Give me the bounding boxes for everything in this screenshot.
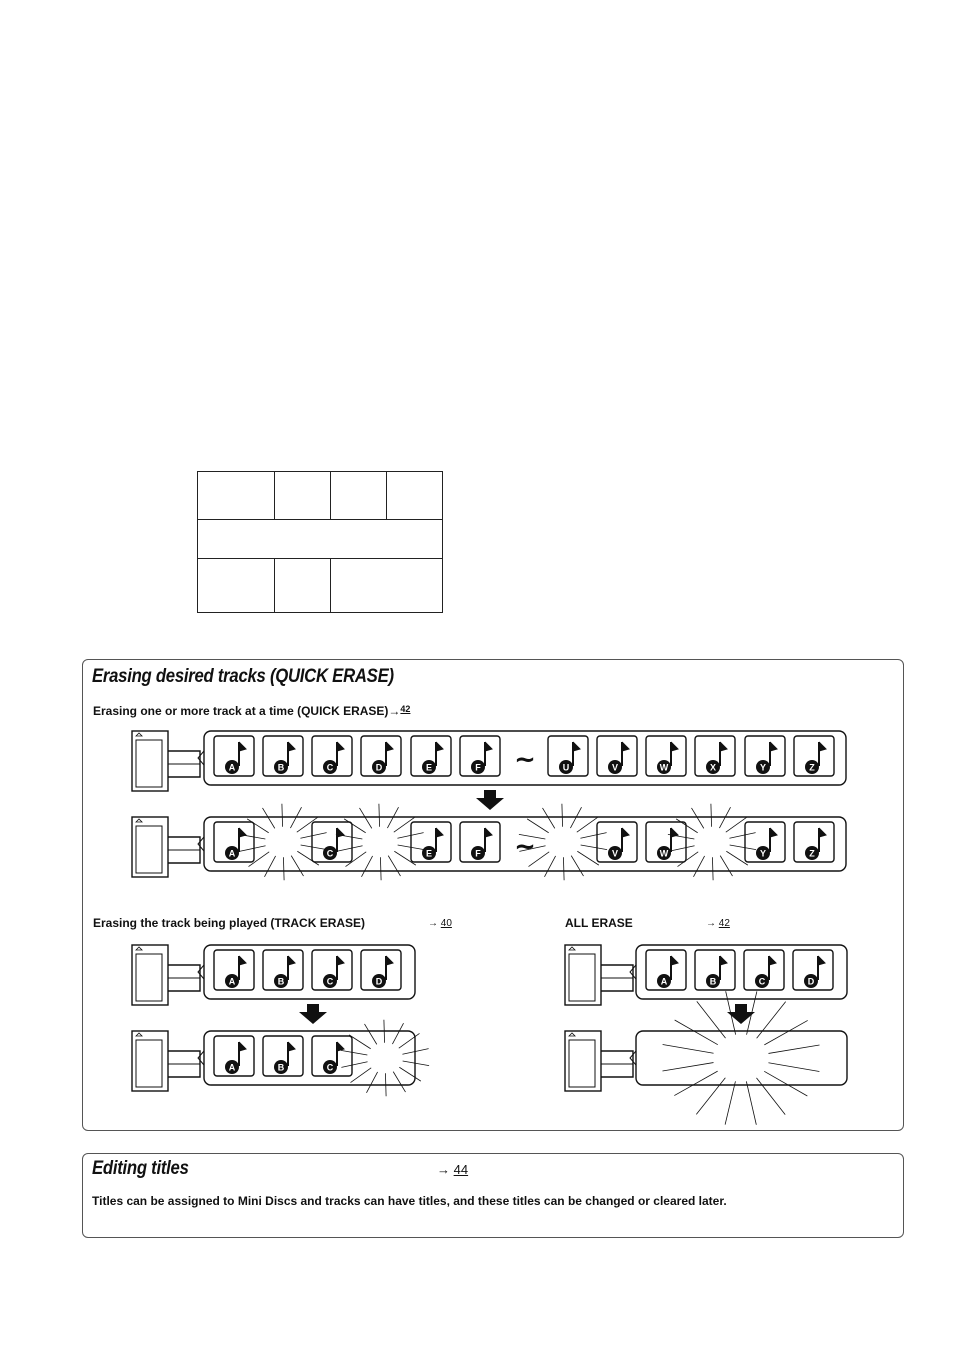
tilde-separator: ~ (514, 745, 536, 775)
track-icon (793, 950, 833, 990)
track-icon (312, 1036, 352, 1076)
track-icon (312, 822, 352, 862)
disc-window (136, 826, 162, 873)
track-letter: C (326, 976, 334, 987)
disc-window (136, 740, 162, 787)
disc-window (569, 954, 595, 1001)
track-letter: C (758, 976, 766, 987)
quick-erase-title: Erasing desired tracks (QUICK ERASE) (92, 666, 394, 687)
track-letter: D (807, 976, 815, 987)
flash-ray (764, 1020, 807, 1044)
disc-icon (132, 731, 200, 791)
track-icon (460, 736, 500, 776)
flash-ray (351, 1068, 372, 1083)
track-icon (361, 950, 401, 990)
disc-arrow-icon (136, 947, 142, 950)
editing-titles-ref: → 44 (437, 1162, 469, 1177)
flash-ray (768, 1045, 819, 1053)
flash-ray (712, 857, 713, 880)
flash-ray (384, 1020, 385, 1043)
disc-arrow-icon (136, 1033, 142, 1036)
disc-icon (565, 945, 633, 1005)
flash-ray (726, 817, 747, 832)
flash-ray (757, 1002, 786, 1039)
track-letter: A (228, 1062, 236, 1073)
track-letter: V (611, 848, 619, 859)
track-letter: E (425, 762, 433, 773)
track-letter: A (228, 762, 236, 773)
flash-ray (696, 1078, 725, 1115)
all-erase-ref: → 42 (706, 918, 730, 929)
page-ref: 42 (718, 918, 730, 929)
flash-ray (697, 1001, 726, 1038)
track-icon (263, 1036, 303, 1076)
down-arrow-icon (299, 1004, 327, 1024)
flash-ray (675, 1020, 718, 1045)
track-letter: A (660, 976, 668, 987)
track-icon (646, 736, 686, 776)
track-icon (794, 822, 834, 862)
track-icon (646, 822, 686, 862)
track-letter: C (326, 1062, 334, 1073)
flash-ray (399, 1067, 421, 1081)
disc-window (136, 1040, 162, 1087)
track-letter: C (326, 848, 334, 859)
flash-ray (366, 1072, 377, 1093)
flash-ray (563, 857, 564, 880)
flash-ray (691, 808, 703, 828)
editing-titles-title: Editing titles (92, 1158, 189, 1179)
flash-ray (262, 808, 274, 828)
track-letter: D (375, 976, 383, 987)
flash-ray (711, 804, 712, 827)
track-letter: F (475, 762, 481, 773)
track-letter: A (228, 848, 236, 859)
strip-connector (198, 1051, 204, 1065)
track-icon (597, 736, 637, 776)
track-letter: F (475, 848, 481, 859)
disc-window (136, 954, 162, 1001)
track-letter: C (326, 762, 334, 773)
flash-ray (746, 1081, 756, 1124)
track-letter: U (562, 762, 570, 773)
disc-arrow-icon (136, 819, 142, 822)
flash-ray (527, 819, 549, 833)
flash-ray (283, 857, 284, 880)
track-icon (695, 736, 735, 776)
track-icon (312, 736, 352, 776)
page-ref: 40 (440, 918, 452, 929)
quick-erase-subtitle: Erasing one or more track at a time (QUICK ERASE)→ 42 (93, 704, 411, 718)
track-icon (411, 736, 451, 776)
disc-icon (132, 1031, 200, 1091)
track-erase-ref: → 40 (428, 918, 452, 929)
track-icon (548, 736, 588, 776)
track-letter: B (277, 1062, 285, 1073)
track-erase-label-text: Erasing the track being played (TRACK ERASE) (93, 916, 366, 930)
flash-ray (768, 1063, 819, 1072)
flash-ray (399, 1033, 420, 1048)
track-letter: D (375, 762, 383, 773)
flash-ray (720, 856, 732, 876)
flash-ray (693, 856, 704, 877)
track-icon (744, 950, 784, 990)
track-icon (745, 736, 785, 776)
flash-ray (764, 1071, 807, 1096)
track-icon (411, 822, 451, 862)
track-letter: Z (809, 762, 815, 773)
track-icon (214, 822, 254, 862)
flash-ray (544, 856, 555, 877)
flash-ray (359, 808, 371, 828)
track-letter: V (611, 762, 619, 773)
quick-erase-subtitle-text: Erasing one or more track at a time (QUICK ERASE) (93, 704, 389, 718)
all-erase-label: ALL ERASE (565, 916, 633, 930)
flash-ray (577, 817, 598, 832)
disc-icon (565, 1031, 633, 1091)
track-icon (460, 822, 500, 862)
disc-arrow-icon (569, 1033, 575, 1036)
track-strip-frame (636, 1031, 847, 1085)
flash-ray (282, 804, 283, 827)
track-letter: B (277, 976, 285, 987)
track-letter: W (659, 762, 669, 773)
flash-ray (542, 808, 554, 828)
disc-window (569, 1040, 595, 1087)
flash-ray (380, 857, 381, 880)
track-letter: Y (759, 848, 767, 859)
flash-ray (388, 856, 400, 876)
track-icon (312, 950, 352, 990)
track-letter: E (425, 848, 433, 859)
track-letter: Z (809, 848, 815, 859)
flash-ray (571, 856, 583, 876)
flash-ray (403, 1061, 429, 1066)
track-letter: W (659, 848, 669, 859)
disc-arrow-icon (569, 947, 575, 950)
flash-ray (756, 1078, 785, 1115)
down-arrow-icon (476, 790, 504, 810)
flash-ray (562, 804, 563, 827)
flash-ray (364, 1024, 376, 1044)
strip-connector (198, 751, 204, 765)
track-icon (263, 736, 303, 776)
track-letter: A (228, 976, 236, 987)
track-letter: Y (759, 762, 767, 773)
disc-arrow-icon (136, 733, 142, 736)
track-letter: B (277, 762, 285, 773)
track-icon (263, 950, 303, 990)
page-ref: 42 (400, 704, 411, 714)
flash-ray (577, 851, 599, 865)
flash-ray (392, 1023, 403, 1044)
track-icon (214, 1036, 254, 1076)
disc-icon (132, 817, 200, 877)
flash-ray (361, 856, 372, 877)
track-letter: B (709, 976, 717, 987)
track-icon (597, 822, 637, 862)
track-icon (646, 950, 686, 990)
strip-connector (198, 837, 204, 851)
flash-ray (393, 1072, 405, 1092)
flash-ray (674, 1071, 717, 1095)
tilde-separator: ~ (514, 832, 536, 862)
flash-ray (662, 1063, 713, 1071)
flash-ray (379, 804, 380, 827)
disc-icon (132, 945, 200, 1005)
track-letter: X (709, 762, 717, 773)
track-icon (214, 950, 254, 990)
flash-ray (725, 1081, 735, 1124)
track-icon (794, 736, 834, 776)
track-icon (214, 736, 254, 776)
flash-ray (385, 1073, 386, 1096)
flash-ray (291, 856, 303, 876)
flash-ray (663, 1044, 714, 1053)
strip-connector (198, 965, 204, 979)
page-ref: 44 (453, 1162, 469, 1177)
editing-titles-description: Titles can be assigned to Mini Discs and tracks can have titles, and these titles can be changed or cleared later. (92, 1194, 727, 1208)
track-icon (695, 950, 735, 990)
flash-ray (264, 856, 275, 877)
track-icon (361, 736, 401, 776)
track-icon (745, 822, 785, 862)
